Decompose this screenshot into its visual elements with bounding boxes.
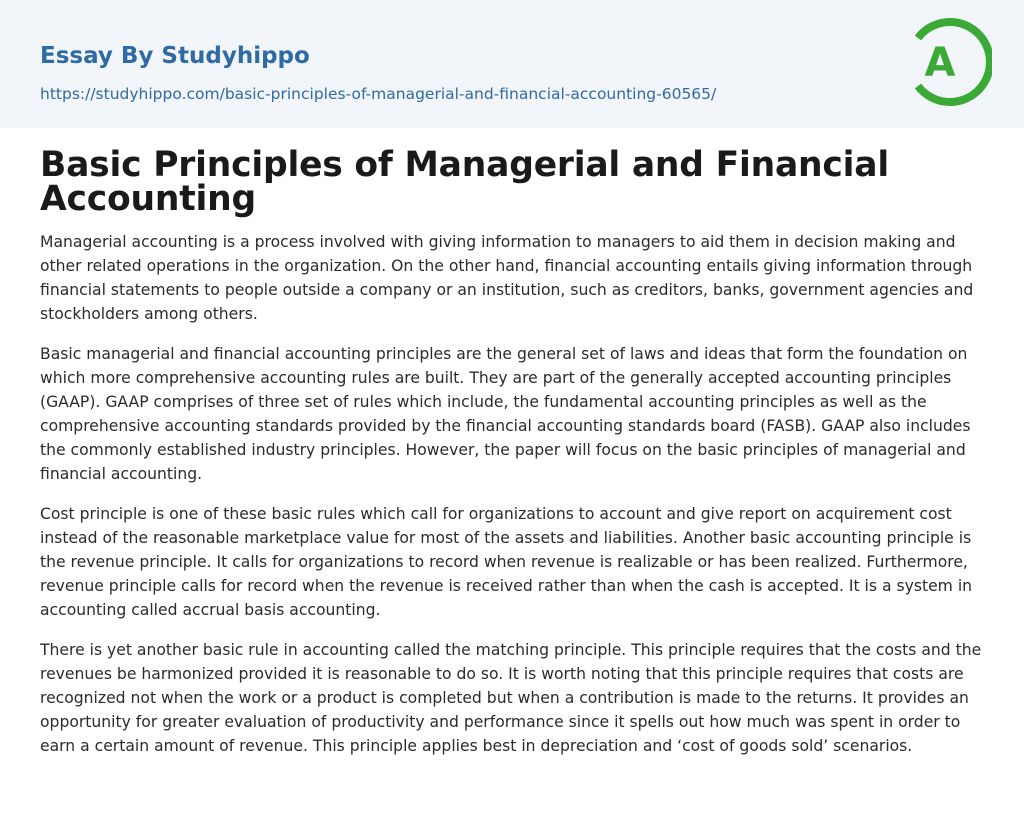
article [40,145,988,774]
article-paragraph-4: There is yet another basic rule in accounting called the matching principle. This principle requires that the costs and the revenues be harmonized provided it is reasonable to do so. It is worth noting that this principle requires that costs are recognized not when the work or a product is completed but when a contribution is made to the returns. It provides an opportunity for greater evaluation of productivity and performance since it spells out how much was spent in order to earn a certain amount of revenue. This principle applies best in depreciation and ‘cost of goods sold’ scenarios. [40,641,982,755]
essay-url-link[interactable]: https://studyhippo.com/basic-principles-of-managerial-and-financial-accounting-60565/ [40,85,717,103]
site-brand: Essay By Studyhippo [40,43,310,69]
article-paragraph-3: Cost principle is one of these basic rules which call for organizations to account and give report on acquirement cost instead of the reasonable marketplace value for most of the assets and liabilities. Another basic accounting principle is the revenue principle. It calls for organizations to record when revenue is realizable or has been realized. Furthermore, revenue principle calls for record when the revenue is received rather than when the cash is accepted. It is a system in accounting called accrual basis accounting. [40,505,973,619]
article-paragraph-1: Managerial accounting is a process involved with giving information to managers to aid them in decision making and other related operations in the organization. On the other hand, financial accounting entails giving information through financial statements to people outside a company or an institution, such as creditors, banks, government agencies and stockholders among others. [40,233,974,323]
article-title: Basic Principles of Managerial and Financial Accounting [40,145,889,219]
studyhippo-logo-icon[interactable] [900,16,992,108]
article-paragraph-2: Basic managerial and financial accounting principles are the general set of laws and ideas that form the foundation on which more comprehensive accounting rules are built. They are part of the generally accepted accounting principles (GAAP). GAAP comprises of three set of rules which include, the fundamental accounting principles as well as the comprehensive accounting standards provided by the financial accounting standards board (FASB). GAAP also includes the commonly established industry principles. However, the paper will focus on the basic principles of managerial and financial accounting. [40,345,971,483]
logo-letter: A [924,40,956,86]
page-header [0,0,1024,128]
